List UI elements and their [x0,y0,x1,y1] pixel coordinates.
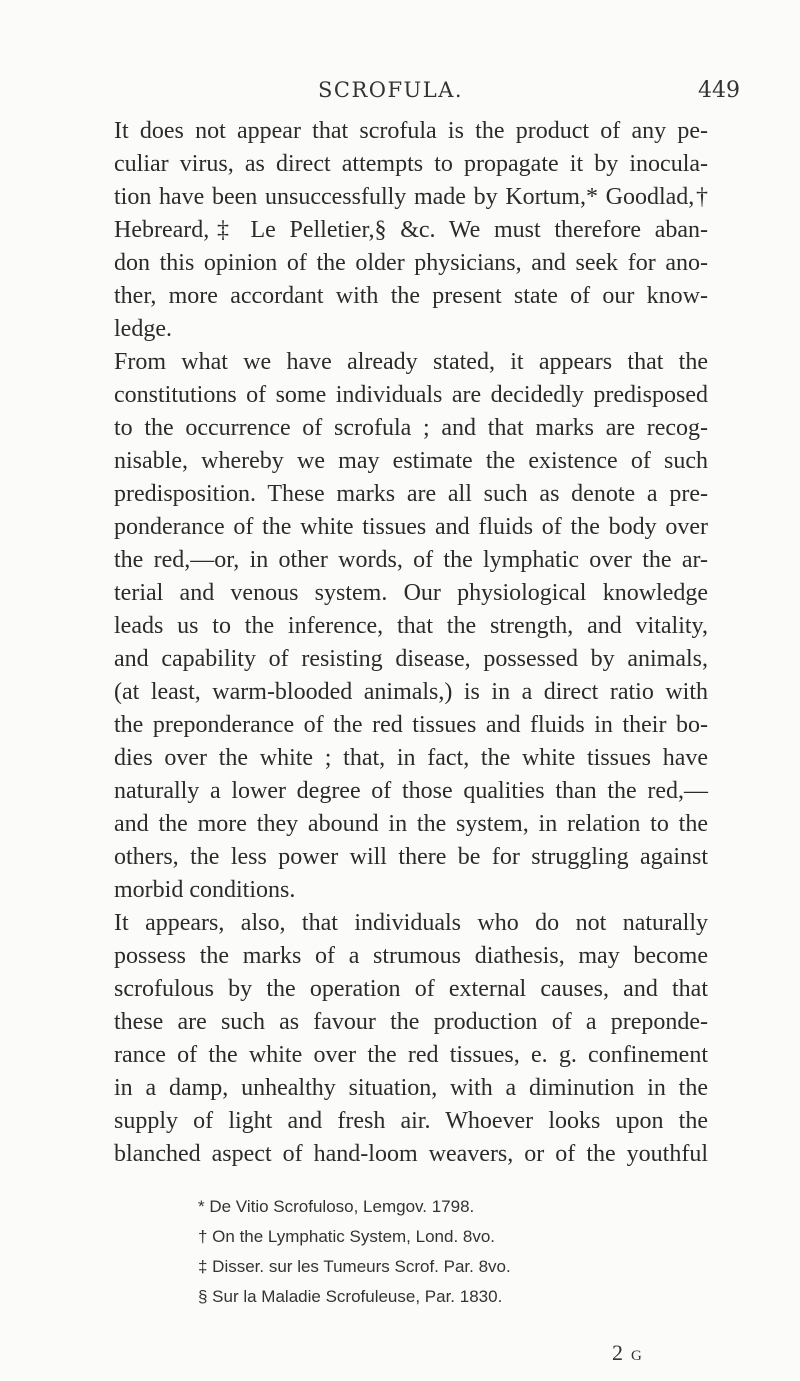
body-line: Hebreard,‡ Le Pelletier,§ &c. We must therefore aban- [114,217,708,243]
body-line: don this opinion of the older physicians, and seek for ano- [114,250,708,276]
body-line: others, the less power will there be for struggling against [114,844,708,870]
body-line: to the occurrence of scrofula ; and that marks are recog- [114,415,708,441]
body-line: ponderance of the white tissues and fluids of the body over [114,514,708,540]
body-line: these are such as favour the production of a preponde- [114,1009,708,1035]
body-line: and capability of resisting disease, possessed by animals, [114,646,708,672]
body-line: and the more they abound in the system, in relation to the [114,811,708,837]
body-line: terial and venous system. Our physiological knowledge [114,580,708,606]
body-line: rance of the white over the red tissues, e. g. confinement [114,1042,708,1068]
body-line: in a damp, unhealthy situation, with a diminution in the [114,1075,708,1101]
footnote: † On the Lymphatic System, Lond. 8vo. [198,1227,496,1246]
body-line: naturally a lower degree of those qualities than the red,— [114,778,708,804]
running-head [0,78,800,108]
signature-number: 2 [612,1340,623,1365]
footnote: * De Vitio Scrofuloso, Lemgov. 1798. [198,1197,475,1216]
signature-letter: G [631,1348,642,1364]
body-line: (at least, warm-blooded animals,) is in a direct ratio with [114,679,708,705]
footnote: ‡ Disser. sur les Tumeurs Scrof. Par. 8vo. [198,1257,511,1276]
body-line: leads us to the inference, that the strength, and vitality, [114,613,708,639]
body-line: dies over the white ; that, in fact, the white tissues have [114,745,708,771]
page-number: 449 [698,78,740,103]
body-line: possess the marks of a strumous diathesis, may become [114,943,708,969]
body-line: From what we have already stated, it appears that the [114,349,708,375]
body-line: blanched aspect of hand-loom weavers, or of the youthful [114,1141,708,1167]
running-title: SCROFULA. [318,78,464,102]
body-line: It appears, also, that individuals who do not naturally [114,910,708,936]
body-line: It does not appear that scrofula is the product of any pe- [114,118,708,144]
body-line: constitutions of some individuals are decidedly predisposed [114,382,708,408]
body-line: nisable, whereby we may estimate the existence of such [114,448,708,474]
footnote: § Sur la Maladie Scrofuleuse, Par. 1830. [198,1287,503,1306]
body-line: culiar virus, as direct attempts to propagate it by inocula- [114,151,708,177]
body-line: ther, more accordant with the present state of our know- [114,283,708,309]
body-line: the red,—or, in other words, of the lymphatic over the ar- [114,547,708,573]
body-line: predisposition. These marks are all such as denote a pre- [114,481,708,507]
signature-mark [612,1340,642,1366]
body-line: tion have been unsuccessfully made by Kortum,* Goodlad,† [114,184,708,210]
body-line: morbid conditions. [114,877,296,903]
body-line: ledge. [114,316,172,342]
body-line: supply of light and fresh air. Whoever looks upon the [114,1108,708,1134]
body-line: the preponderance of the red tissues and fluids in their bo- [114,712,708,738]
body-line: scrofulous by the operation of external causes, and that [114,976,708,1002]
